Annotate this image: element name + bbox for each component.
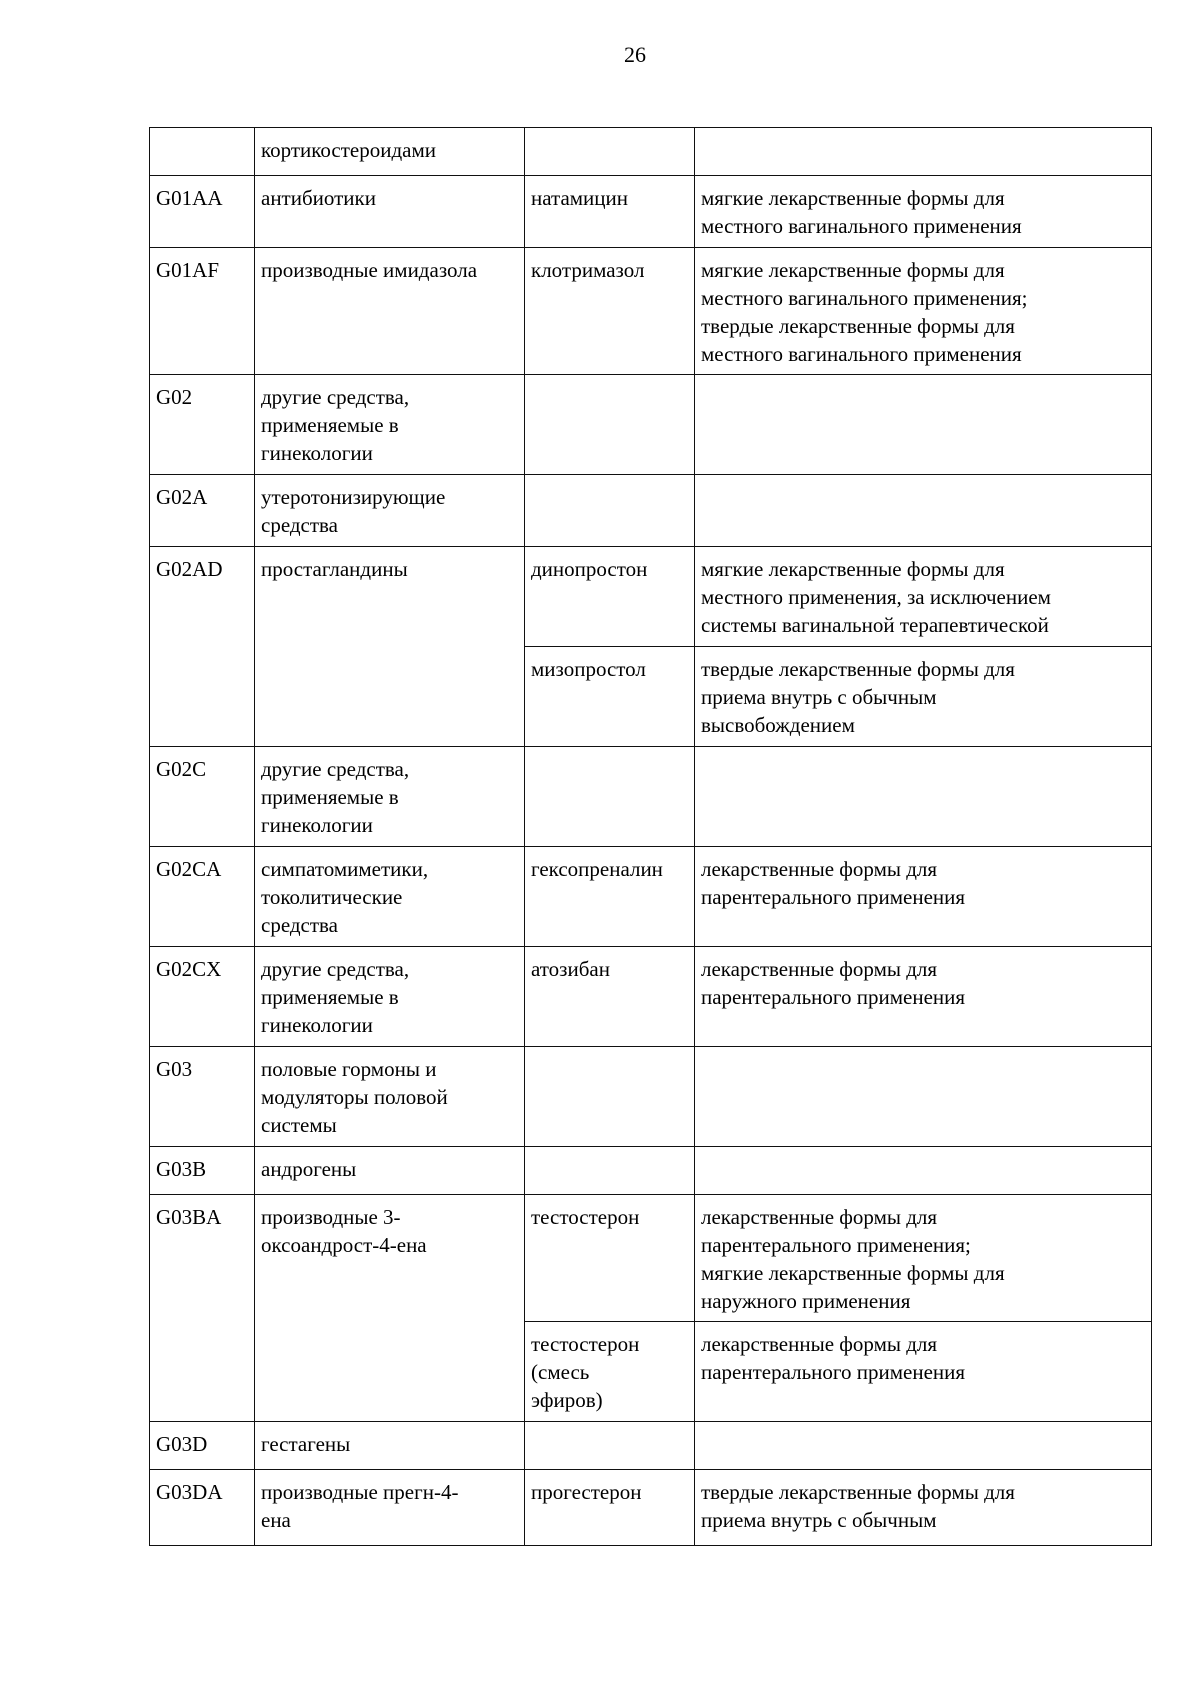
group-cell bbox=[255, 1147, 525, 1195]
group-cell bbox=[255, 375, 525, 475]
group-cell-line: утеротонизирующие bbox=[261, 485, 446, 509]
atc-code-cell: G01AA bbox=[150, 176, 255, 248]
group-cell-line: кортикостероидами bbox=[261, 138, 437, 162]
atc-code-cell: G03 bbox=[150, 1047, 255, 1147]
dosage-forms-cell bbox=[695, 1047, 1152, 1147]
dosage-forms-cell bbox=[695, 1470, 1152, 1546]
dosage-forms-cell bbox=[695, 1147, 1152, 1195]
table-row bbox=[150, 1422, 1152, 1470]
substance-cell-line: прогестерон bbox=[531, 1480, 642, 1504]
substance-cell bbox=[525, 475, 695, 547]
group-cell-line: токолитические bbox=[261, 885, 403, 909]
substance-cell-line: эфиров) bbox=[531, 1388, 603, 1412]
substance-cell bbox=[525, 1422, 695, 1470]
group-cell-line: производные прегн-4- bbox=[261, 1480, 459, 1504]
substance-cell-line: мизопростол bbox=[531, 657, 646, 681]
atc-code-cell: G02C bbox=[150, 747, 255, 847]
group-cell bbox=[255, 128, 525, 176]
dosage-forms-cell bbox=[695, 647, 1152, 747]
dosage-forms-cell bbox=[695, 475, 1152, 547]
dosage-forms-cell bbox=[695, 1322, 1152, 1422]
group-cell-line: средства bbox=[261, 913, 339, 937]
atc-code-cell: G01AF bbox=[150, 248, 255, 375]
group-cell bbox=[255, 176, 525, 248]
dosage-forms-cell-line: парентерального применения bbox=[701, 985, 966, 1009]
dosage-forms-cell-line: местного вагинального применения bbox=[701, 342, 1022, 366]
group-cell-line: производные имидазола bbox=[261, 258, 478, 282]
substance-cell bbox=[525, 248, 695, 375]
atc-code-cell: G02CA bbox=[150, 847, 255, 947]
group-cell-line: гинекологии bbox=[261, 813, 373, 837]
substance-cell bbox=[525, 847, 695, 947]
group-cell-line: применяемые в bbox=[261, 413, 399, 437]
dosage-forms-cell bbox=[695, 375, 1152, 475]
dosage-forms-cell-line: приема внутрь с обычным bbox=[701, 1508, 937, 1532]
dosage-forms-cell-line: наружного применения bbox=[701, 1289, 911, 1313]
dosage-forms-cell-line: приема внутрь с обычным bbox=[701, 685, 937, 709]
atc-code-cell: G03D bbox=[150, 1422, 255, 1470]
substance-cell bbox=[525, 947, 695, 1047]
dosage-forms-cell-line: твердые лекарственные формы для bbox=[701, 314, 1015, 338]
group-cell-line: применяемые в bbox=[261, 985, 399, 1009]
substance-cell bbox=[525, 1047, 695, 1147]
substance-cell bbox=[525, 176, 695, 248]
drug-table bbox=[149, 127, 1152, 1546]
substance-cell-line: тестостерон bbox=[531, 1205, 640, 1229]
atc-code-cell: G03DA bbox=[150, 1470, 255, 1546]
substance-cell bbox=[525, 1195, 695, 1322]
table-row bbox=[150, 475, 1152, 547]
group-cell-line: простагландины bbox=[261, 557, 408, 581]
substance-cell bbox=[525, 375, 695, 475]
table-row bbox=[150, 1470, 1152, 1546]
table-row bbox=[150, 947, 1152, 1047]
dosage-forms-cell bbox=[695, 1195, 1152, 1322]
group-cell-line: андрогены bbox=[261, 1157, 357, 1181]
atc-code-cell: G03BA bbox=[150, 1195, 255, 1422]
substance-cell bbox=[525, 1470, 695, 1546]
group-cell-line: модуляторы половой bbox=[261, 1085, 448, 1109]
dosage-forms-cell-line: парентерального применения bbox=[701, 885, 966, 909]
dosage-forms-cell-line: лекарственные формы для bbox=[701, 1332, 938, 1356]
dosage-forms-cell bbox=[695, 176, 1152, 248]
atc-code-cell: G03B bbox=[150, 1147, 255, 1195]
dosage-forms-cell-line: лекарственные формы для bbox=[701, 957, 938, 981]
group-cell bbox=[255, 248, 525, 375]
substance-cell-line: натамицин bbox=[531, 186, 629, 210]
substance-cell bbox=[525, 647, 695, 747]
dosage-forms-cell-line: высвобождением bbox=[701, 713, 855, 737]
atc-code-cell bbox=[150, 128, 255, 176]
dosage-forms-cell-line: мягкие лекарственные формы для bbox=[701, 258, 1005, 282]
substance-cell-line: тестостерон bbox=[531, 1332, 640, 1356]
group-cell bbox=[255, 1422, 525, 1470]
substance-cell-line: (смесь bbox=[531, 1360, 590, 1384]
table-row bbox=[150, 128, 1152, 176]
atc-code-cell: G02CX bbox=[150, 947, 255, 1047]
table-row bbox=[150, 547, 1152, 647]
group-cell-line: применяемые в bbox=[261, 785, 399, 809]
dosage-forms-cell-line: парентерального применения; bbox=[701, 1233, 971, 1257]
group-cell-line: антибиотики bbox=[261, 186, 376, 210]
group-cell-line: половые гормоны и bbox=[261, 1057, 437, 1081]
substance-cell-line: гексопреналин bbox=[531, 857, 663, 881]
dosage-forms-cell-line: лекарственные формы для bbox=[701, 857, 938, 881]
atc-code-cell: G02 bbox=[150, 375, 255, 475]
dosage-forms-cell bbox=[695, 1422, 1152, 1470]
dosage-forms-cell-line: мягкие лекарственные формы для bbox=[701, 1261, 1005, 1285]
dosage-forms-cell-line: парентерального применения bbox=[701, 1360, 966, 1384]
substance-cell bbox=[525, 128, 695, 176]
dosage-forms-cell bbox=[695, 747, 1152, 847]
substance-cell-line: динопростон bbox=[531, 557, 648, 581]
dosage-forms-cell-line: твердые лекарственные формы для bbox=[701, 1480, 1015, 1504]
dosage-forms-cell bbox=[695, 128, 1152, 176]
group-cell bbox=[255, 475, 525, 547]
group-cell-line: ена bbox=[261, 1508, 291, 1532]
table-row bbox=[150, 176, 1152, 248]
table-row bbox=[150, 1147, 1152, 1195]
atc-code-cell: G02AD bbox=[150, 547, 255, 747]
table-row bbox=[150, 847, 1152, 947]
group-cell bbox=[255, 547, 525, 747]
group-cell-line: симпатомиметики, bbox=[261, 857, 429, 881]
group-cell bbox=[255, 747, 525, 847]
dosage-forms-cell bbox=[695, 248, 1152, 375]
group-cell-line: другие средства, bbox=[261, 385, 410, 409]
group-cell-line: средства bbox=[261, 513, 339, 537]
dosage-forms-cell-line: твердые лекарственные формы для bbox=[701, 657, 1015, 681]
group-cell bbox=[255, 947, 525, 1047]
group-cell-line: другие средства, bbox=[261, 957, 410, 981]
table-row bbox=[150, 1195, 1152, 1322]
atc-code-cell: G02A bbox=[150, 475, 255, 547]
dosage-forms-cell-line: мягкие лекарственные формы для bbox=[701, 186, 1005, 210]
group-cell-line: гестагены bbox=[261, 1432, 351, 1456]
group-cell bbox=[255, 1195, 525, 1422]
dosage-forms-cell-line: местного вагинального применения bbox=[701, 214, 1022, 238]
table-body bbox=[150, 128, 1152, 1546]
substance-cell bbox=[525, 547, 695, 647]
table-row bbox=[150, 248, 1152, 375]
substance-cell-line: атозибан bbox=[531, 957, 610, 981]
dosage-forms-cell-line: лекарственные формы для bbox=[701, 1205, 938, 1229]
group-cell-line: оксоандрост-4-ена bbox=[261, 1233, 427, 1257]
page-number: 26 bbox=[624, 42, 646, 67]
dosage-forms-cell bbox=[695, 847, 1152, 947]
dosage-forms-cell-line: местного применения, за исключением bbox=[701, 585, 1051, 609]
group-cell-line: другие средства, bbox=[261, 757, 410, 781]
table-row bbox=[150, 1047, 1152, 1147]
dosage-forms-cell-line: системы вагинальной терапевтической bbox=[701, 613, 1049, 637]
group-cell bbox=[255, 847, 525, 947]
dosage-forms-cell bbox=[695, 547, 1152, 647]
table-row bbox=[150, 747, 1152, 847]
group-cell bbox=[255, 1047, 525, 1147]
dosage-forms-cell-line: местного вагинального применения; bbox=[701, 286, 1028, 310]
group-cell bbox=[255, 1470, 525, 1546]
group-cell-line: системы bbox=[261, 1113, 337, 1137]
group-cell-line: гинекологии bbox=[261, 441, 373, 465]
table-row bbox=[150, 375, 1152, 475]
substance-cell-line: клотримазол bbox=[531, 258, 645, 282]
dosage-forms-cell bbox=[695, 947, 1152, 1047]
group-cell-line: гинекологии bbox=[261, 1013, 373, 1037]
substance-cell bbox=[525, 1147, 695, 1195]
substance-cell bbox=[525, 747, 695, 847]
group-cell-line: производные 3- bbox=[261, 1205, 401, 1229]
dosage-forms-cell-line: мягкие лекарственные формы для bbox=[701, 557, 1005, 581]
substance-cell bbox=[525, 1322, 695, 1422]
